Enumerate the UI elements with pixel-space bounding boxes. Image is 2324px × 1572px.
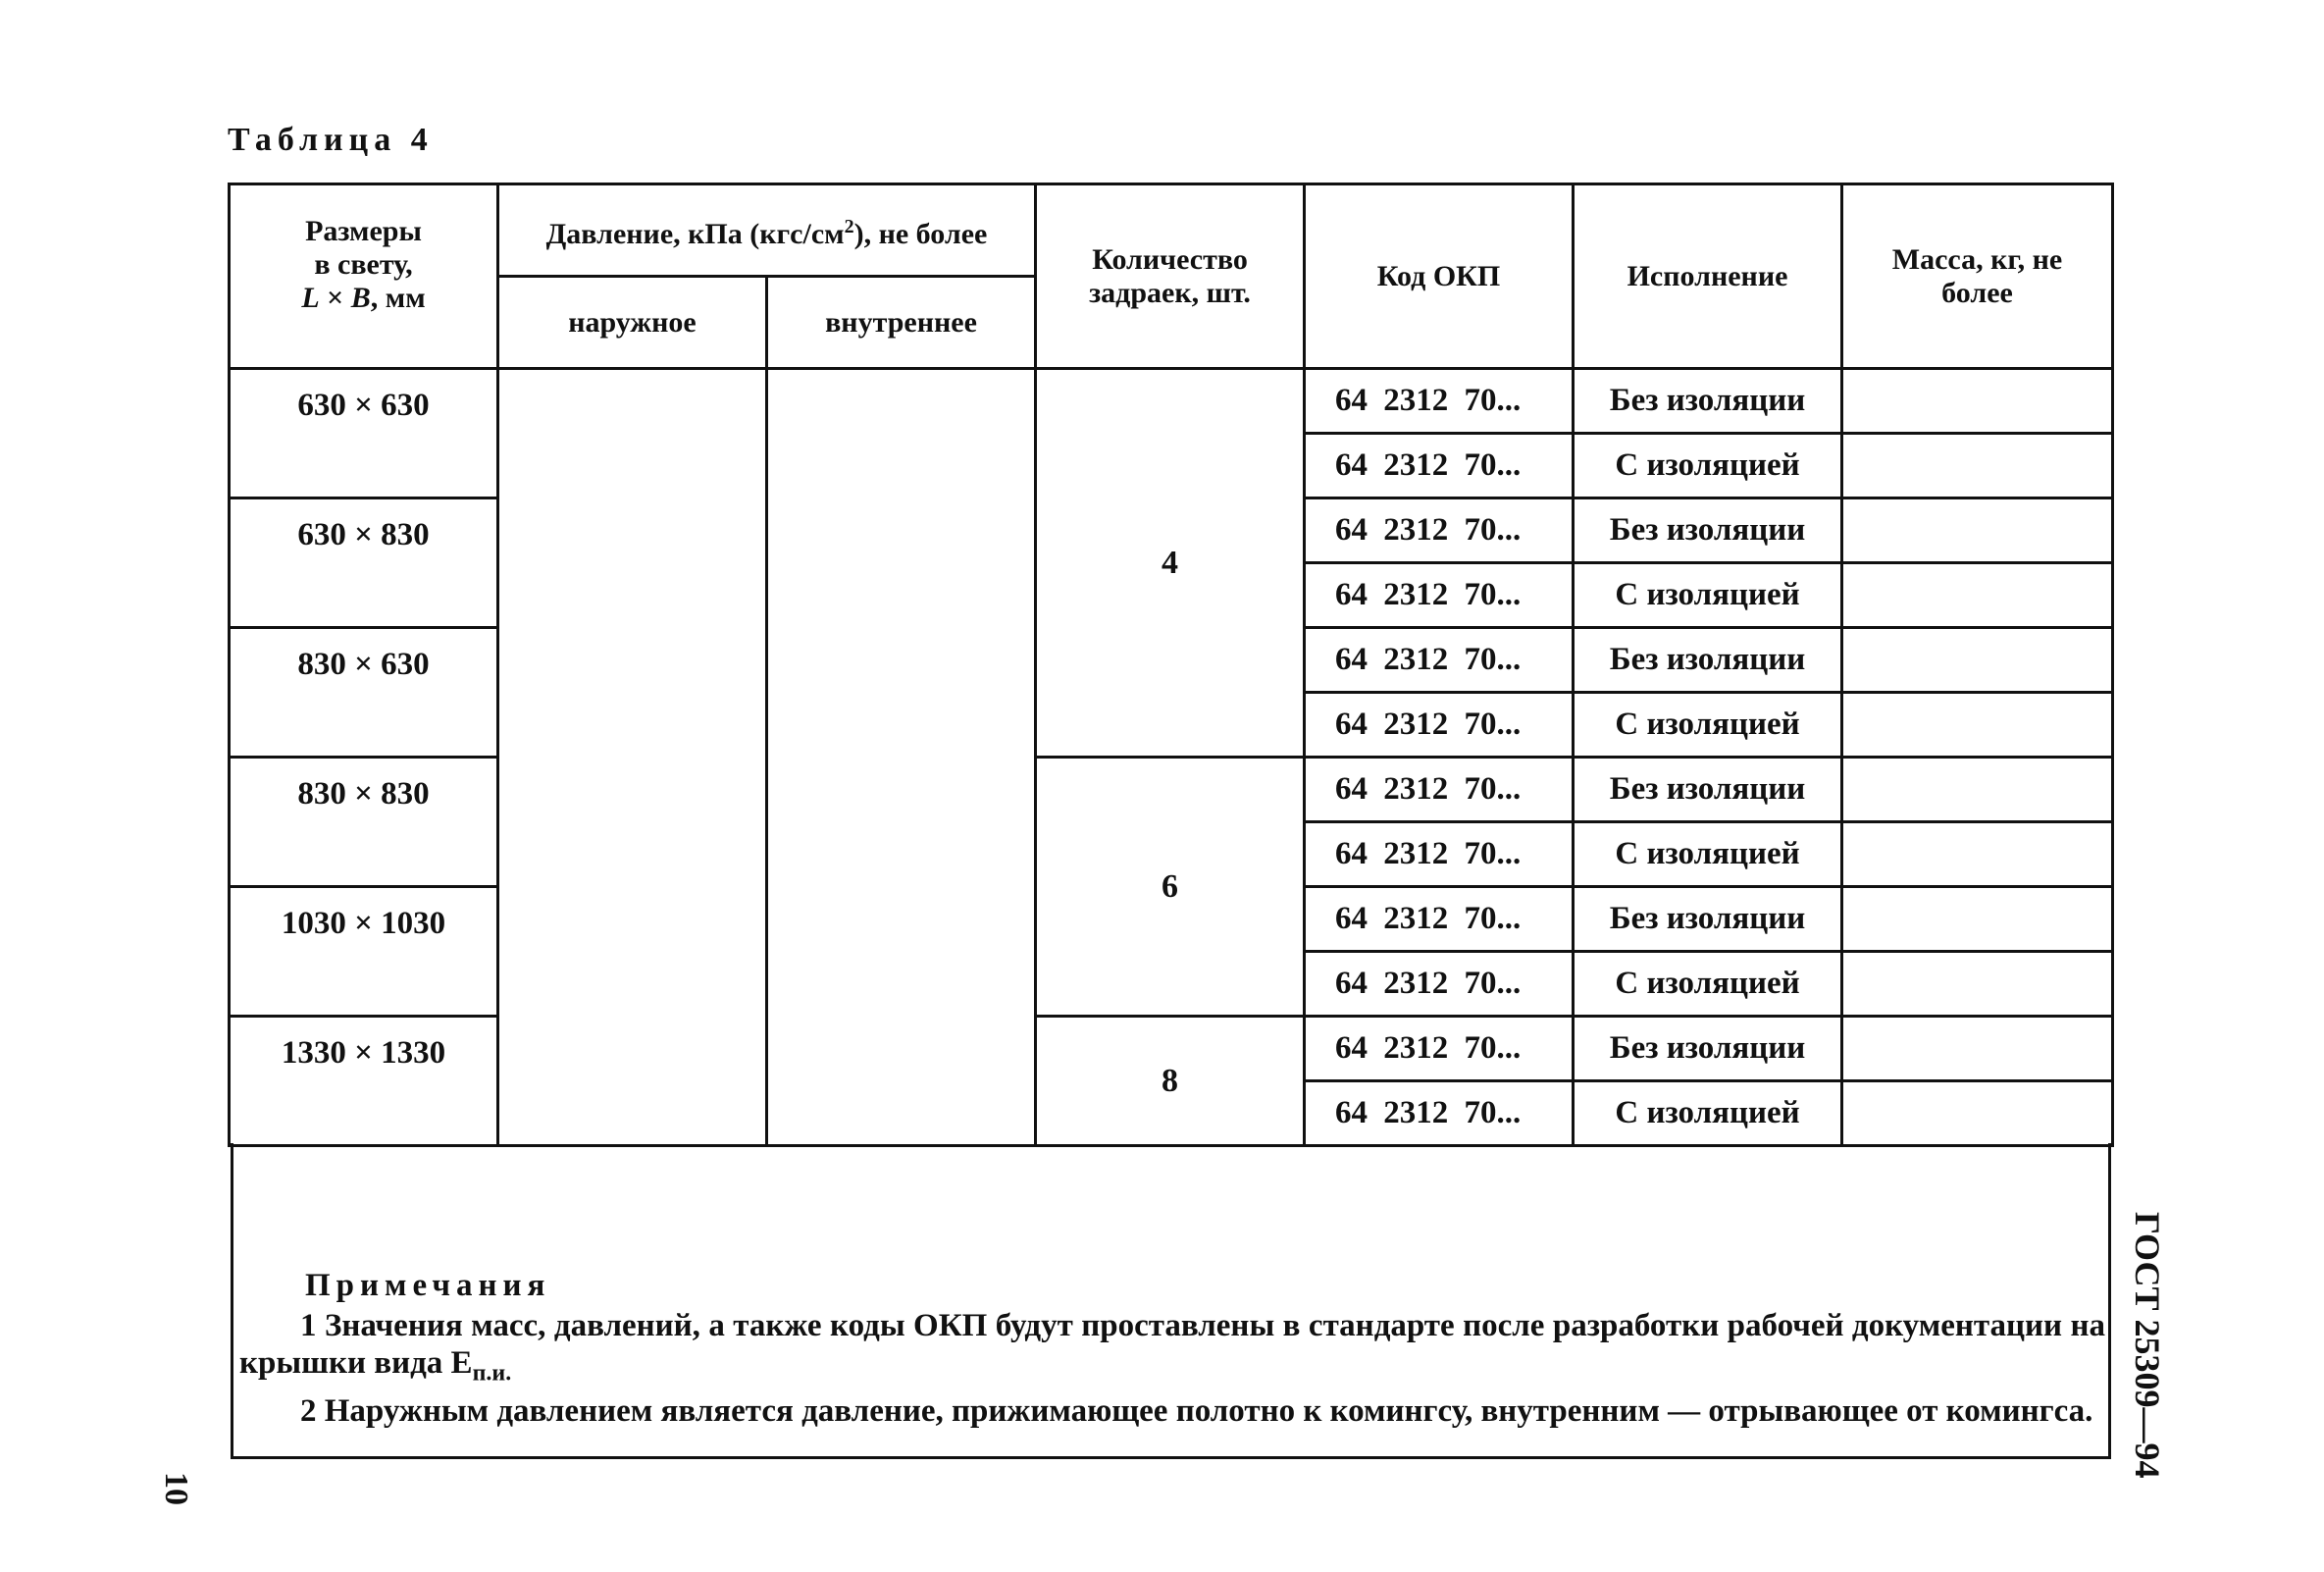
execution-cell: С изоляцией bbox=[1574, 1081, 1842, 1146]
header-pressure-inner: внутреннее bbox=[767, 277, 1036, 369]
execution-cell: С изоляцией bbox=[1574, 563, 1842, 628]
header-pressure-outer: наружное bbox=[498, 277, 767, 369]
mass-cell bbox=[1842, 1017, 2113, 1081]
mass-cell bbox=[1842, 693, 2113, 758]
notes-text bbox=[239, 1307, 2105, 1430]
code-cell: 64 2312 70... bbox=[1305, 952, 1574, 1017]
size-cell: 630 × 630 bbox=[230, 369, 498, 498]
mass-cell bbox=[1842, 822, 2113, 887]
note-2: 2 Наружным давлением является давление, прижимающее полотно к комингсу, внутренним — отрывающее от комингса. bbox=[300, 1392, 2093, 1429]
execution-cell: С изоляцией bbox=[1574, 822, 1842, 887]
count-cell: 8 bbox=[1036, 1017, 1305, 1146]
notes-box bbox=[231, 1143, 2111, 1459]
table-row bbox=[230, 369, 2113, 434]
mass-cell bbox=[1842, 563, 2113, 628]
table-caption: Таблица 4 bbox=[228, 122, 434, 158]
code-cell: 64 2312 70... bbox=[1305, 887, 1574, 952]
size-cell: 630 × 830 bbox=[230, 498, 498, 628]
data-table bbox=[228, 183, 2114, 1147]
standard-label: ГОСТ 25309—94 bbox=[2128, 1212, 2167, 1479]
mass-cell bbox=[1842, 498, 2113, 563]
execution-cell: Без изоляции bbox=[1574, 628, 1842, 693]
header-sizes: Размеры в свету, L × B, мм bbox=[230, 184, 498, 369]
execution-cell: С изоляцией bbox=[1574, 693, 1842, 758]
size-cell: 830 × 830 bbox=[230, 758, 498, 887]
code-cell: 64 2312 70... bbox=[1305, 369, 1574, 434]
code-cell: 64 2312 70... bbox=[1305, 758, 1574, 822]
execution-cell: С изоляцией bbox=[1574, 952, 1842, 1017]
code-cell: 64 2312 70... bbox=[1305, 822, 1574, 887]
pressure-outer-cell bbox=[498, 369, 767, 1146]
notes-title: Примечания bbox=[305, 1268, 551, 1303]
size-cell: 830 × 630 bbox=[230, 628, 498, 758]
count-cell: 6 bbox=[1036, 758, 1305, 1017]
header-code: Код ОКП bbox=[1305, 184, 1574, 369]
header-row-1 bbox=[230, 184, 2113, 277]
code-cell: 64 2312 70... bbox=[1305, 434, 1574, 498]
code-cell: 64 2312 70... bbox=[1305, 498, 1574, 563]
pressure-inner-cell bbox=[767, 369, 1036, 1146]
mass-cell bbox=[1842, 952, 2113, 1017]
execution-cell: Без изоляции bbox=[1574, 498, 1842, 563]
execution-cell: С изоляцией bbox=[1574, 434, 1842, 498]
mass-cell bbox=[1842, 887, 2113, 952]
code-cell: 64 2312 70... bbox=[1305, 1081, 1574, 1146]
execution-cell: Без изоляции bbox=[1574, 1017, 1842, 1081]
mass-cell bbox=[1842, 434, 2113, 498]
code-cell: 64 2312 70... bbox=[1305, 563, 1574, 628]
mass-cell bbox=[1842, 758, 2113, 822]
page-number: 10 bbox=[158, 1472, 194, 1505]
header-pressure: Давление, кПа $(кгс/см^2)$, не более bbox=[498, 184, 1036, 277]
header-execution: Исполнение bbox=[1574, 184, 1842, 369]
code-cell: 64 2312 70... bbox=[1305, 693, 1574, 758]
size-cell: 1030 × 1030 bbox=[230, 887, 498, 1017]
execution-cell: Без изоляции bbox=[1574, 758, 1842, 822]
mass-cell bbox=[1842, 369, 2113, 434]
header-mass: Масса, кг, не более bbox=[1842, 184, 2113, 369]
code-cell: 64 2312 70... bbox=[1305, 1017, 1574, 1081]
size-cell: 1330 × 1330 bbox=[230, 1017, 498, 1146]
count-cell: 4 bbox=[1036, 369, 1305, 758]
mass-cell bbox=[1842, 628, 2113, 693]
header-count: Количество задраек, шт. bbox=[1036, 184, 1305, 369]
execution-cell: Без изоляции bbox=[1574, 887, 1842, 952]
code-cell: 64 2312 70... bbox=[1305, 628, 1574, 693]
note-1: 1 Значения масс, давлений, а также коды ОКП будут проставлены в стандарте после разработки рабочей документации на крышки вида $Е_{п.и.}$ bbox=[239, 1308, 2105, 1387]
execution-cell: Без изоляции bbox=[1574, 369, 1842, 434]
mass-cell bbox=[1842, 1081, 2113, 1146]
